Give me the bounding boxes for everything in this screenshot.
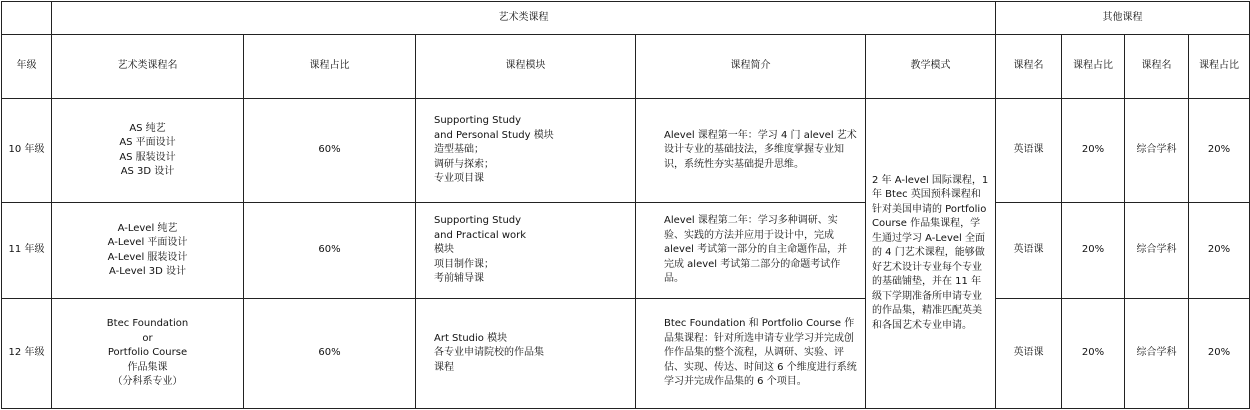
module-line: 各专业申请院校的作品集 [434,347,544,359]
other-ratio-cell: 20% [1189,203,1250,299]
module-line: Art Studio 模块 [434,332,508,344]
module-line: 调研与探索； [434,158,494,170]
header-art-course-name: 艺术类课程名 [52,35,244,99]
other-course-cell: 综合学科 [1125,203,1189,299]
art-course-cell [52,99,244,203]
art-course-line: Btec Foundation [106,318,189,330]
header-intro: 课程简介 [636,35,866,99]
intro-cell: Alevel 课程第二年：学习多种调研、实验、实践的方法并应用于设计中，完成 alevel 考试第一部分的自主命题作品，并完成 alevel 考试第二部分的命题考试作品。 [636,203,866,299]
module-line: 模块 [434,244,454,256]
other-course-cell: 英语课 [996,99,1062,203]
grade-cell: 11 年级 [2,203,52,299]
art-course-line: （分科系专业） [112,376,183,388]
art-course-line: AS 纯艺 [129,122,166,134]
art-course-line: Portfolio Course [107,347,188,359]
other-course-cell: 综合学科 [1125,99,1189,203]
art-course-line: A-Level 纯艺 [117,222,178,234]
module-line: and Personal Study 模块 [434,129,554,141]
header-other-course-name-2: 课程名 [1125,35,1189,99]
other-course-cell: 英语课 [996,299,1062,409]
art-ratio-cell: 60% [244,99,416,203]
table-row [2,203,1250,299]
other-course-cell: 英语课 [996,203,1062,299]
table-row [2,99,1250,203]
art-courses-group-header: 艺术类课程 [52,2,996,35]
header-other-ratio-2: 课程占比 [1189,35,1250,99]
header-art-ratio: 课程占比 [244,35,416,99]
art-course-cell [52,203,244,299]
header-module: 课程模块 [416,35,636,99]
art-course-line: A-Level 3D 设计 [108,266,187,277]
module-cell [416,203,636,299]
module-line: 项目制作课； [434,258,494,270]
other-ratio-cell: 20% [1189,99,1250,203]
art-course-line: or [142,332,153,344]
other-ratio-cell: 20% [1062,299,1125,409]
corner-cell [2,2,52,35]
art-course-line: AS 服装设计 [119,151,176,163]
module-line: 造型基础； [434,144,484,156]
module-line: 专业项目课 [434,173,484,185]
art-course-line: AS 3D 设计 [120,166,175,177]
module-line: 考前辅导课 [434,273,484,285]
grade-cell: 10 年级 [2,99,52,203]
header-other-ratio-1: 课程占比 [1062,35,1125,99]
module-line: 课程 [434,361,454,373]
intro-cell: Alevel 课程第一年：学习 4 门 alevel 艺术设计专业的基础技法，多维度掌握专业知识，系统性夯实基础提升思维。 [636,99,866,203]
other-course-cell: 综合学科 [1125,299,1189,409]
other-ratio-cell: 20% [1189,299,1250,409]
art-course-line: AS 平面设计 [119,137,176,148]
intro-cell: Btec Foundation 和 Portfolio Course 作品集课程：针对所选申请专业学习并完成创作作品集的整个流程，从调研、实验、评估、实现、传达、时间这 6 个维度进行系统学习并完成作品集的 6 个项目。 [636,299,866,409]
art-ratio-cell: 60% [244,299,416,409]
header-teaching-mode: 教学模式 [866,35,996,99]
art-course-line: A-Level 平面设计 [107,237,188,248]
art-course-line: 作品集课 [127,361,168,373]
column-header-row [2,35,1250,99]
module-cell [416,299,636,409]
module-line: and Practical work [434,229,527,241]
other-courses-group-header: 其他课程 [996,2,1250,35]
group-header-row [2,2,1250,35]
teaching-mode-cell: 2 年 A-level 国际课程，1 年 Btec 英国预科课程和针对美国申请的 Portfolio Course 作品集课程，学生通过学习 A-Level 全面的 4 门艺术课程，能够做好艺术设计专业每个专业的基础铺垫，并在 11 年级下学期准备所申请专业的作品集，精准匹配英美和各国艺术专业申请。 [866,99,996,409]
table-row [2,299,1250,409]
module-line: Supporting Study [434,215,522,227]
art-course-cell [52,299,244,409]
curriculum-table [1,1,1250,409]
module-cell [416,99,636,203]
header-grade: 年级 [2,35,52,99]
header-other-course-name-1: 课程名 [996,35,1062,99]
other-ratio-cell: 20% [1062,99,1125,203]
art-ratio-cell: 60% [244,203,416,299]
module-line: Supporting Study [434,115,522,127]
other-ratio-cell: 20% [1062,203,1125,299]
art-course-line: A-Level 服装设计 [107,251,188,263]
grade-cell: 12 年级 [2,299,52,409]
